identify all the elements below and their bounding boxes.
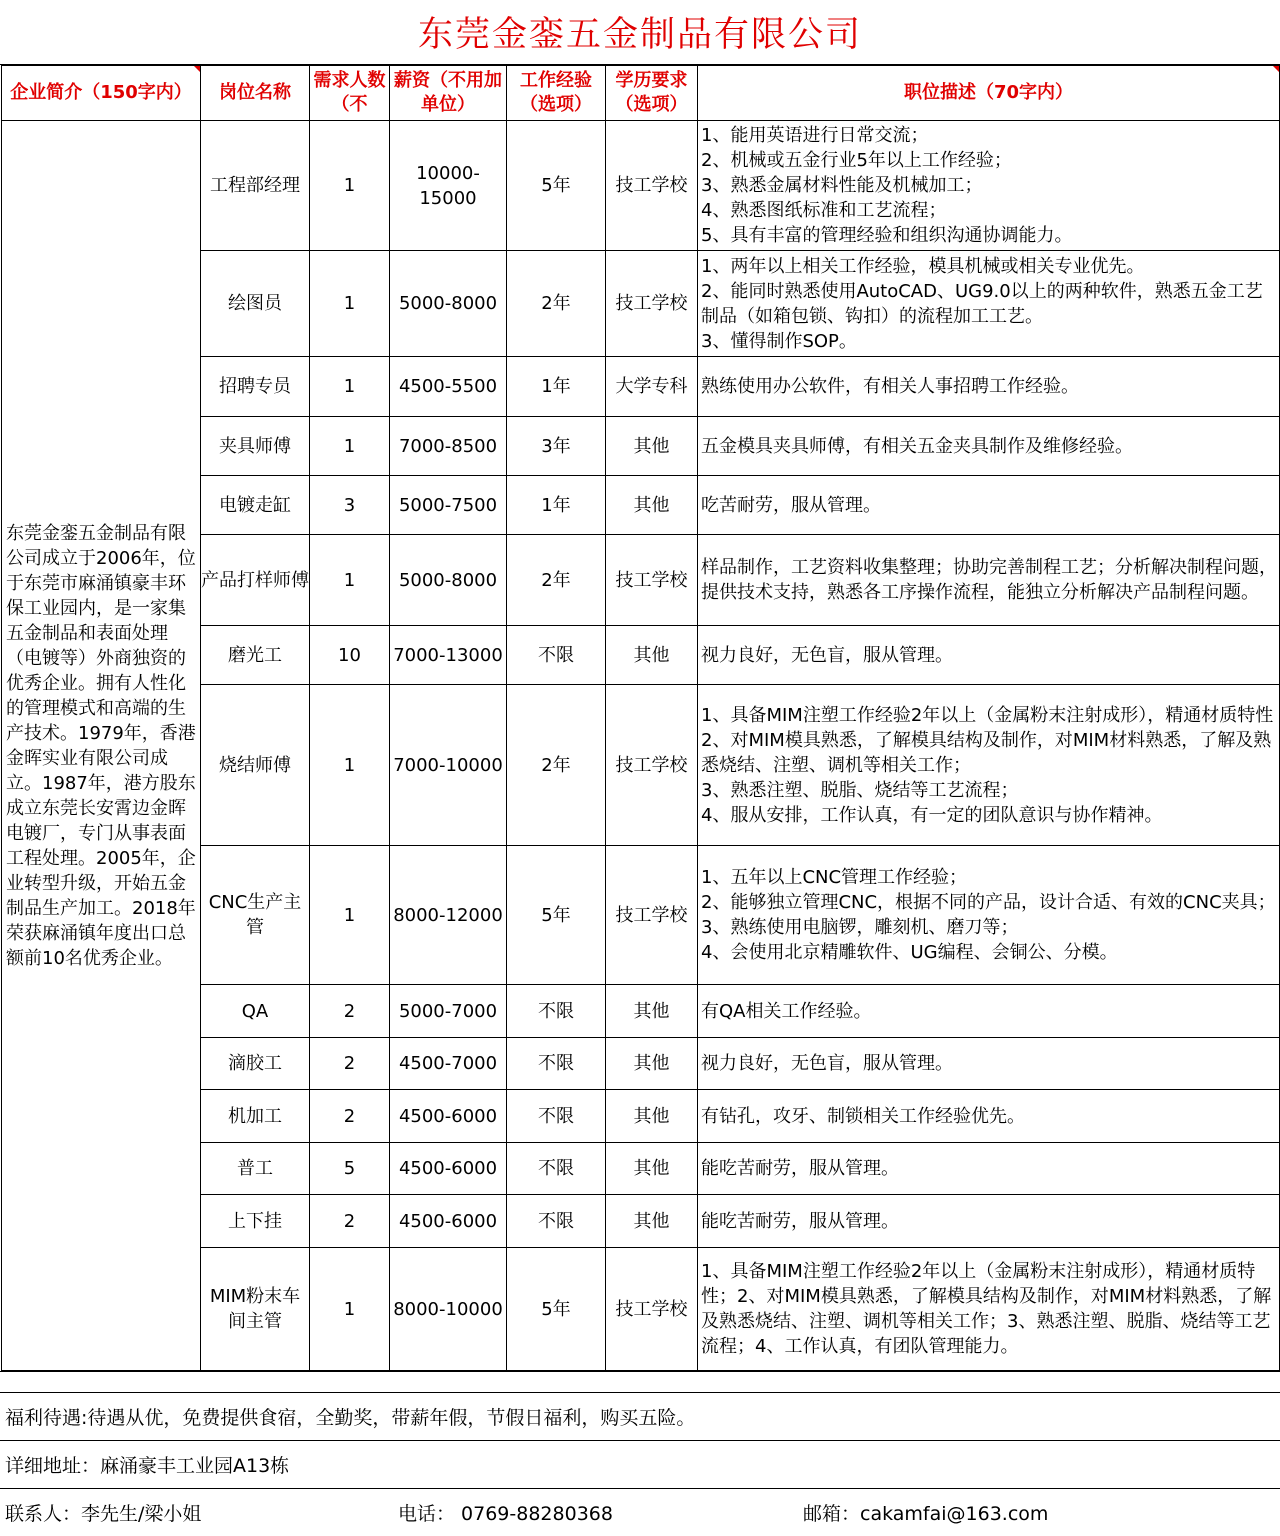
description-line: 3、懂得制作SOP。 [701, 330, 857, 352]
table-row [2, 121, 1280, 251]
welfare-text: 福利待遇:待遇从优，免费提供食宿，全勤奖，带薪年假，节假日福利，购买五险。 [5, 1406, 696, 1429]
job-education: 其他 [606, 476, 698, 535]
job-position: 普工 [201, 1143, 310, 1195]
header-description: 职位描述（70字内） [698, 66, 1280, 121]
job-experience: 不限 [507, 1038, 606, 1090]
job-education: 其他 [606, 1090, 698, 1143]
description-line: 1、具备MIM注塑工作经验2年以上（金属粉末注射成形），精通材质特性；2、对MIM模具熟悉，了解模具结构及制作，对MIM材料熟悉，了解及熟悉烧结、注塑、调机等相关工作；3、熟悉注塑、脱脂、烧结等工艺流程；4、工作认真，有团队管理能力。 [701, 1261, 1272, 1357]
job-education: 技工学校 [606, 535, 698, 626]
description-line: 有QA相关工作经验。 [701, 1000, 872, 1022]
description-line: 吃苦耐劳，服从管理。 [701, 494, 881, 516]
job-position: 电镀走缸 [201, 476, 310, 535]
job-experience: 1年 [507, 476, 606, 535]
job-experience: 2年 [507, 535, 606, 626]
job-count: 2 [310, 1090, 390, 1143]
job-salary: 4500-7000 [390, 1038, 507, 1090]
job-salary: 4500-5500 [390, 357, 507, 417]
job-salary: 4500-6000 [390, 1195, 507, 1248]
job-education: 其他 [606, 985, 698, 1038]
description-line: 有钻孔，攻牙、制锁相关工作经验优先。 [701, 1105, 1025, 1127]
header-count: 需求人数（不 [310, 66, 390, 121]
job-description [698, 1248, 1280, 1371]
job-education: 技工学校 [606, 251, 698, 357]
contact-row [0, 1488, 1280, 1536]
description-line: 样品制作，工艺资料收集整理；协助完善制程工艺；分析解决制程问题，提供技术支持，熟悉各工序操作流程，能独立分析解决产品制程问题。 [701, 557, 1277, 603]
job-experience: 5年 [507, 1248, 606, 1371]
description-line: 1、两年以上相关工作经验，模具机械或相关专业优先。 [701, 255, 1145, 277]
welfare-row [0, 1392, 1280, 1439]
job-position: QA [201, 985, 310, 1038]
job-education: 其他 [606, 1195, 698, 1248]
job-education: 技工学校 [606, 121, 698, 251]
job-position: 夹具师傅 [201, 417, 310, 476]
description-line: 视力良好，无色盲，服从管理。 [701, 644, 953, 666]
job-count: 1 [310, 685, 390, 846]
job-description [698, 121, 1280, 251]
description-line: 2、对MIM模具熟悉，了解模具结构及制作，对MIM材料熟悉，了解及熟悉烧结、注塑、调机等相关工作； [701, 729, 1272, 776]
job-education: 其他 [606, 1038, 698, 1090]
job-salary: 5000-7500 [390, 476, 507, 535]
job-description [698, 1195, 1280, 1248]
job-experience: 5年 [507, 121, 606, 251]
job-education: 技工学校 [606, 685, 698, 846]
job-description [698, 626, 1280, 685]
header-intro: 企业简介（150字内） [2, 66, 201, 121]
job-count: 2 [310, 1195, 390, 1248]
description-line: 能吃苦耐劳，服从管理。 [701, 1158, 899, 1179]
job-education: 其他 [606, 626, 698, 685]
contact-email: 邮箱：cakamfai@163.com [803, 1503, 1049, 1525]
job-description [698, 985, 1280, 1038]
job-salary: 5000-8000 [390, 251, 507, 357]
header-salary: 薪资（不用加单位） [390, 66, 507, 121]
job-education: 其他 [606, 417, 698, 476]
address-row [0, 1440, 1280, 1487]
job-salary: 4500-6000 [390, 1143, 507, 1195]
job-count: 1 [310, 417, 390, 476]
job-count: 1 [310, 121, 390, 251]
contact-phone: 电话： 0769-88280368 [398, 1503, 613, 1525]
job-salary: 10000-15000 [390, 121, 507, 251]
job-count: 10 [310, 626, 390, 685]
job-position: 烧结师傅 [201, 685, 310, 846]
jobs-table [1, 65, 1280, 1371]
job-count: 1 [310, 535, 390, 626]
job-count: 1 [310, 357, 390, 417]
job-description [698, 535, 1280, 626]
job-position: 绘图员 [201, 251, 310, 357]
description-line: 2、能够独立管理CNC，根据不同的产品，设计合适、有效的CNC夹具； [701, 892, 1276, 913]
job-salary: 7000-13000 [390, 626, 507, 685]
description-line: 2、机械或五金行业5年以上工作经验； [701, 150, 1012, 171]
job-position: 招聘专员 [201, 357, 310, 417]
description-line: 能吃苦耐劳，服从管理。 [701, 1210, 899, 1232]
job-salary: 8000-12000 [390, 846, 507, 985]
job-description [698, 1038, 1280, 1090]
job-education: 技工学校 [606, 1248, 698, 1371]
job-experience: 3年 [507, 417, 606, 476]
job-position: 机加工 [201, 1090, 310, 1143]
job-salary: 5000-7000 [390, 985, 507, 1038]
job-experience: 不限 [507, 1195, 606, 1248]
description-line: 4、会使用北京精雕软件、UG编程、会铜公、分模。 [701, 942, 1118, 963]
table-header-row [2, 66, 1280, 121]
job-experience: 1年 [507, 357, 606, 417]
job-experience: 不限 [507, 626, 606, 685]
job-education: 其他 [606, 1143, 698, 1195]
job-experience: 2年 [507, 251, 606, 357]
header-position: 岗位名称 [201, 66, 310, 121]
description-line: 1、能用英语进行日常交流； [701, 125, 929, 146]
job-description [698, 476, 1280, 535]
job-salary: 8000-10000 [390, 1248, 507, 1371]
job-position: MIM粉末车间主管 [201, 1248, 310, 1371]
job-experience: 5年 [507, 846, 606, 985]
job-description [698, 357, 1280, 417]
job-position: 工程部经理 [201, 121, 310, 251]
description-line: 4、熟悉图纸标准和工艺流程； [701, 200, 947, 221]
job-position: 产品打样师傅 [201, 535, 310, 626]
job-salary: 7000-8500 [390, 417, 507, 476]
job-count: 2 [310, 985, 390, 1038]
job-experience: 不限 [507, 1090, 606, 1143]
job-position: 上下挂 [201, 1195, 310, 1248]
job-position: CNC生产主管 [201, 846, 310, 985]
description-line: 五金模具夹具师傅，有相关五金夹具制作及维修经验。 [701, 435, 1133, 457]
job-position: 滴胶工 [201, 1038, 310, 1090]
job-education: 大学专科 [606, 357, 698, 417]
job-description [698, 251, 1280, 357]
contact-person: 联系人：李先生/梁小姐 [5, 1503, 202, 1525]
description-line: 1、五年以上CNC管理工作经验； [701, 867, 968, 888]
empty-spacer-row [0, 1371, 1280, 1392]
job-count: 1 [310, 1248, 390, 1371]
description-line: 3、熟悉注塑、脱脂、烧结等工艺流程； [701, 779, 1019, 801]
company-intro: 东莞金銮五金制品有限公司成立于2006年，位于东莞市麻涌镇豪丰环保工业园内，是一家集五金制品和表面处理（电镀等）外商独资的优秀企业。拥有人性化的管理模式和高端的生产技术。1979年，香港金晖实业有限公司成立。1987年，港方股东成立东莞长安霄边金晖电镀厂，专门从事表面工程处理。2005年，企业转型升级，开始五金制品生产加工。2018年荣获麻涌镇年度出口总额前10名优秀企业。 [2, 121, 201, 1371]
description-line: 视力良好，无色盲，服从管理。 [701, 1053, 953, 1074]
company-title: 东莞金銮五金制品有限公司 [0, 0, 1280, 65]
job-description [698, 1090, 1280, 1143]
job-description [698, 846, 1280, 985]
job-description [698, 685, 1280, 846]
job-experience: 不限 [507, 985, 606, 1038]
job-education: 技工学校 [606, 846, 698, 985]
job-description [698, 417, 1280, 476]
job-experience: 不限 [507, 1143, 606, 1195]
job-experience: 2年 [507, 685, 606, 846]
job-count: 3 [310, 476, 390, 535]
description-line: 3、熟练使用电脑锣，雕刻机、磨刀等； [701, 917, 1019, 938]
description-line: 2、能同时熟悉使用AutoCAD、UG9.0以上的两种软件，熟悉五金工艺制品（如箱包锁、钩扣）的流程加工工艺。 [701, 280, 1263, 327]
description-line: 4、服从安排，工作认真，有一定的团队意识与协作精神。 [701, 804, 1163, 826]
job-description [698, 1143, 1280, 1195]
job-count: 2 [310, 1038, 390, 1090]
job-count: 5 [310, 1143, 390, 1195]
job-salary: 7000-10000 [390, 685, 507, 846]
description-line: 3、熟悉金属材料性能及机械加工； [701, 175, 983, 196]
job-salary: 4500-6000 [390, 1090, 507, 1143]
job-position: 磨光工 [201, 626, 310, 685]
description-line: 1、具备MIM注塑工作经验2年以上（金属粉末注射成形），精通材质特性 [701, 704, 1274, 726]
job-salary: 5000-8000 [390, 535, 507, 626]
address-text: 详细地址：麻涌豪丰工业园A13栋 [5, 1454, 290, 1477]
job-count: 1 [310, 251, 390, 357]
description-line: 熟练使用办公软件，有相关人事招聘工作经验。 [701, 376, 1079, 397]
header-education: 学历要求（选项） [606, 66, 698, 121]
description-line: 5、具有丰富的管理经验和组织沟通协调能力。 [701, 225, 1073, 246]
header-experience: 工作经验（选项） [507, 66, 606, 121]
job-count: 1 [310, 846, 390, 985]
